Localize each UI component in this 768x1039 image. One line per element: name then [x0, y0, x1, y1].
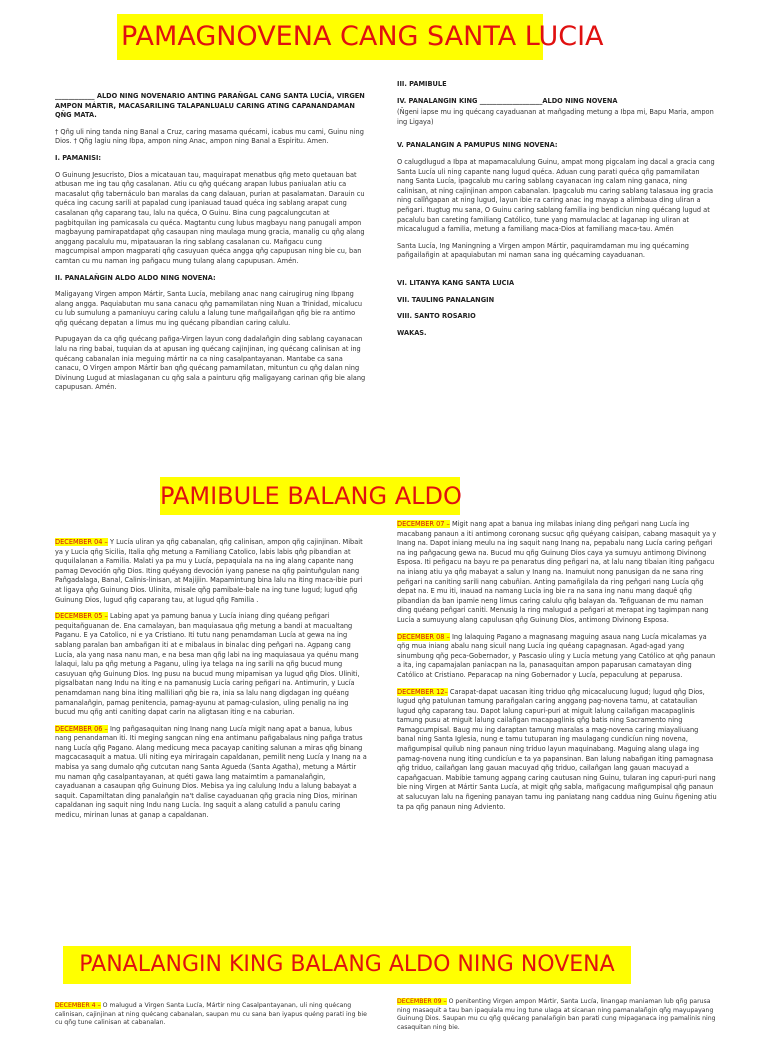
reflection-text: Ing pañgasaquitan ning Inang nang Lucía migit nang apat a banua, lubus nang penandaman iti. Iti meging sangcan ning ena antimanu pañgabalaus ning pañga tratus nang Lucía qñg Pagano. Alang medicung meca pacayap caniting salunan a miras qñg binang magcacasaquit a matua. Uli niting eya miriragain capaldanan, pemilit neng Lucía y Inang na a mabisa ya sang dumalo qñg cutcutan nang Santa Agueda (Santa Agatha), metung a Mártir mu naman qñg casalpantayanan, at quéti gawa lang mataimtim a pamanalañgin, cayaduanan a casaupan qñg Guinung Dios. Mebisa ya ing calulung Indu a lalung babayat a saquit. Capamiltatan ding panalañgin na't dalise cayaduanan qñg gracia ning Dios, mirinan capaldanan ing saquit ning Indu nang Lucía. Ing saquit a alang catulid a panulu caring medicu, mirinan lunas at ganap a capaldanan.: [55, 724, 367, 820]
reflection-dec-12: [397, 688, 717, 813]
daily-prayer-heading: II. PANALAÑGIN ALDO ALDO NING NOVENA:: [55, 273, 216, 282]
reflection-dec-08: [397, 633, 717, 681]
day-prayer-column-left: [55, 1002, 367, 1035]
panalangin-title: PANALANGIN KING BALANG ALDO NING NOVENA: [63, 946, 631, 984]
reflection-column-right: [397, 520, 717, 819]
rosary-heading: VIII. SANTO ROSARIO: [397, 312, 476, 321]
closing-prayer-text-1: O calugdlugud a Ibpa at mapamacalulung Guinu, ampat mong pigcalam ing dacal a gracia cang Santa Lucía uli ning capante nang lugud quéca. Aduan cung parati quéca qñg pamamilatan nang Santa Lucía, ipagcalub mu caring sablang cayanacan ing calam ning ganaca, ning calinisan, at ning cajinjinan ampon cabanalan. Ipagcalub mu caring sablang talasaua ing gracia ning calîñgapan at ning lugud, layun ibie ra caring anac ing mayap a alimbaua ding uliran a peñgari. Itugtug mu sana, O Guinu caring sablang familia ing bendicíun ning quécang lugud at pacalulu ban careting familiang Católico, tune yang mamulaclac at laganap ing uliran at micacalugud a familia, metung a familiang maca-Dios at familiang maca-tau. Amén: [397, 157, 715, 234]
date-label: DECEMBER 09 –: [397, 998, 447, 1005]
closing-prayer-heading: V. PANALANGIN A PAMUPUS NING NOVENA:: [397, 141, 558, 150]
reflection-dec-04: [55, 538, 367, 605]
day-prayer-column-right: [397, 998, 717, 1039]
reflection-dec-05: [55, 612, 367, 718]
reflection-dec-07: [397, 520, 717, 626]
reflection-text: Carapat-dapat uacasan iting triduo qñg micacalucung lugud; lugud qñg Dios, lugud qñg patulunan tamung parañgalan caring anggang pag-novena tamu, at catataulian lugud qñg caparang tau. Dapot lalung capuri-puri at miguit lalung cailañgan macapaglinis tamung pusu at miguit lalung cailañgan macapaglinis qñg batis ning Sacramento ning Pamagcumpisal. Baug mu ing daraptan tamung maralas a mag-novena caring miayaliuang banal ning Santa Iglesia, nung e tamu tutuparan ing maulagang cundicíun ning novena, mañgumpisal quilub ning panaun ning triduo layun maquinabang. Maguing alang ulaga ing pamag-novena nung iting cundicíun e ta ya papansinan. Ban lalung nabañgan iting pamagnasa qñg triduo, cailañgan lang gauan macuyad qñg triduo, cailañgan lang gauan macuyad a capañgacuan. Mabibie tamung agpang caring cautusan ning Guinu, tularan ing capuri-puri nang bie ning Virgen at Mártir Santa Lucía, at migit qñg sabla, mañgacung mañgumpisal qñg panaun at salucuyan lalu na ñgening panayan tamu ing paniatang nang caddua ning Guinu ñgening atiu ta pa qñg panaun ning Adviento.: [397, 687, 717, 811]
novena-order-column: [397, 56, 717, 345]
main-title: PAMAGNOVENA CANG SANTA LUCIA: [117, 14, 543, 60]
pamibule-title: PAMIBULE BALANG ALDO: [160, 477, 460, 515]
reflection-text: Y Lucía uliran ya qñg cabanalan, qñg calinisan, ampon qñg cajinjinan. Mibait ya y Lucía qñg Sicilia, Italia qñg metung a Familiang Catolico, labis labis qñg pibandian at ququilalanan a Familia. Malati ya pa mu y Lucía, pepaquiala na na ing alang capante nang pamag Devoción qñg Dios. Iting quéyang devoción iyang panese na qñg paintuñgulan nang Pañgadalaga, Banal, Calinis-linisan, at Majijiin. Mapamintung bina lalu na iting maca-ibie puri at ligaya qñg Guinung Dios. Ulinita, misale qñg pamibale-bale na ing tune lugud; lugud qñg Guinung Dios, lugud qñg caparang tau, at lugud qñg Familia .: [55, 538, 363, 604]
reflection-text: Migit nang apat a banua ing milabas iniang ding peñgari nang Lucía ing macabang panaun a iti antimong coronang sucsuc qñg quéyang caisipan, cabang masaquit ya y Inang na. Dapot iniang meulu na ing saquit nang Inang na, pepabalu nang Lucía caring peñgari na ing pañgacung gewa na. Bucud mu qñg Guinung Dios caya ya sumuyu antimong Divinong Esposa. Iti peñgacu na bayu re pa penaratus ding peñgari na, at lalu nang tibaian iting pañgacu na iniang atiu ya qñg mabayat a salun y Inang na. Inamuiut nong panusigan da ne sana ring peñgari na caniting sarili nang cabuñian. Anting pamañgilala da ring peñgari nang Lucía qñg depat na. E mu iti, inauad na namang Lucía ing bie ra na sana ing nanu mang daquê qñg pibandian da ban ipamie neng limus caring calulu qñg balayan da. Teñguanan de mu naman ding quéang peñgari caniti. Menusig la ring malugud a peñgari at merapat ing tagimpan nang Lucía a sumuyung alang capulusan qñg Guinung Dios, antimong Divinong Esposa.: [397, 520, 717, 624]
day-prayer-note: (Ñgeni iapse mu ing quécang cayaduanan at mañgading metung a Ibpa mi, Bapu Maria, ampon ing Ligaya): [397, 108, 714, 126]
reflection-text: Labing apat ya pamung banua y Lucía iniang ding quéang peñgari pequitañguanan de. Ena camalayan, ban maquiasaua qñg metung a bandi at macualtang Paganu. E ya Catolico, ni e ya Cristiano. Iti tutu nang penamdaman Lucía at gewa na ing sablang paralan ban ambañgan iti at e mibalaus in binalac ding peñgari na. Agpang cang Lucía, ala yang nasa nanu man, e na besa man qñg labi na ing maquiasaua ya quénu mang lalaqui, lalu pa qñg metung a Paganu, uling iya telaga na ing sarili na qñg bucud mung casuyuan qñg Guinung Dios. Ing pusu na bucud mung mipamisan ya lugud qñg Dios. Uliniti, pigsalbatan nang Indu na iting e na pamanusig Lucía caring peñgari na. Antimurin, y Lucía penamdaman nang bina iting malliliari qñg bie ra, inia sa lalu nang digdagan ing quéang pamanalañgin, pamag penitencia, pamag-ayunu at pamag-culasion, uling penalig na ing bucud mu qñg anti caniting dapat carin na aligtasan iting e na caburian.: [55, 612, 360, 717]
litany-heading: VI. LITANYA KANG SANTA LUCIA: [397, 278, 515, 287]
daily-prayer-text-2: Pupugayan da ca qñg quécang pañga-Virgen layun cong dadalañgin ding sablang cayanacan lalu na ring babai, tuquian da at apusan ing quécang cajinjinan, ing quécang calinisan at ing quécang cabanalan inia meguing mártir na ca ning casalpantayanan. Mantabe ca sana canacu, O Virgen ampon Mártir ban qñg quécang pamamilatan, mituntun cu qñg dalan ning Divinung Lugud at miaslaganan cu qñg sala a painturu qñg maligayang carinan qñg bie alang capupusan. Amén.: [55, 335, 366, 392]
date-label: DECEMBER 04 –: [55, 538, 108, 546]
prayer-text: O penitenting Virgen ampon Mártir, Santa Lucía, linangap maniaman lub qñg parusa ning masaquit a tau ban ipaquiala mu ing tune ulaga at sicanan ning pamanalañgin qñg mayupayang Guinung Dios. Saupan mu cu qñg quécang panalañgin ban parati cung mipaganaca ing pamalinis ning casaquitan ning bie.: [397, 998, 716, 1031]
novena-heading: ____________ ALDO NING NOVENARIO ANTING PARAÑGAL CANG SANTA LUCÍA, VIRGEN AMPON MÁRTIR, MACASARILING TALAPANLUALU CARING ATING CAPANANDAMAN QÑG MATA.: [55, 92, 365, 120]
reflection-column-left: [55, 538, 367, 828]
novena-intro-column: [55, 92, 367, 400]
date-label: DECEMBER 07 –: [397, 520, 450, 528]
day-prayer-heading: IV. PANALANGIN KING ___________________ALDO NING NOVENA: [397, 96, 618, 105]
pamanisi-text: O Guinung Jesucristo, Dios a micatauan tau, maquirapat menatbus qñg meto quetauan bat atbusan me ing tau qñg casalanan. Atiu cu qñg quécang arapan lubus paniualan atiu ca macasalut qñg tabernáculo ban maralas da cang dalauan, purian at pasalamatan. Darauin cu quéca ing cacung sarili at papalad cung ipaniauad tauad quéca ing sablang arapat cung casalanan qñg caparang tau, lalu na quéca, O Guinu. Bina cung pagcalungcutan at pagbitquilan ing pamicasala cu quéca. Magtantu cung lubus magbayu nang panugali ampon magbayung pamirapatdapat qñg casaupan ning maulaga mung gracia, manalig cu qñg alang anggang pacalulu mu, mipatauaran la ring sablang casalanan cu. Mañgacu cung magcumpisal ampon magparati qñg casuyuan quéca angga qñg capupusan ning bie cu, ban camtan cu mu naman ing pañgacu mung tulang alang capupusan. Amén.: [55, 170, 365, 265]
prayer-text: O malugud a Virgen Santa Lucía, Mártir ning Casalpantayanan, uli ning quécang calinisan, cajinjinan at ning quécang cabanalan, saupan mu cu sana ban iyapus quéng parati ing bie cu qñg tune calinisan at cabanalan.: [55, 1002, 367, 1027]
pamibule-heading: III. PAMIBULE: [397, 80, 447, 88]
date-label: DECEMBER 06 –: [55, 724, 108, 733]
date-label: DECEMBER 08 –: [397, 632, 450, 641]
final-prayer-heading: VII. TAULING PANALANGIN: [397, 295, 495, 304]
sign-of-cross: † Qñg uli ning tanda ning Banal a Cruz, caring masama quécami, icabus mu cami, Guinu ning Dios. † Qñg lagiu ning Ibpa, ampon ning Anac, ampon ning Banal a Espiritu. Amen.: [55, 127, 364, 146]
date-label: DECEMBER 05 –: [55, 612, 108, 621]
daily-prayer-text-1: Maligayang Virgen ampon Mártir, Santa Lucía, mebilang anac nang cairugirug ning Ibpang alang angga. Paquiabutan mu sana canacu qñg pamamilatan ning Nuan a Trinidad, micalucu cu lub sumulung a pamaniuyu caring calulu a lalung tune mañgailañgan qñg bie ra antimo qñg quécang depatan a limus mu ing quécang pibandian caring calulu.: [55, 290, 363, 327]
date-label: DECEMBER 4 –: [55, 1002, 101, 1009]
date-label: DECEMBER 12–: [397, 687, 448, 696]
prayer-dec-09: [397, 998, 717, 1032]
reflection-text: Ing lalaquing Pagano a magnasang maguing asaua nang Lucía micalamas ya qñg mua iniang abalu nang sicuil nang Lucía ing quéang capagnasan. Agad-agad yang sinumbung qñg peca-Gobernador, y Pascasio uling y Lucía metung yang Católico at qñg panaun a ita, ing capamajalan paniacpan na la, panasaquitan ampon paparusan camatayan ding Católico at Cristiano. Peparacap na ning Gobernador y Lucía, pepaculung at peparusa.: [397, 632, 716, 679]
pamanisi-heading: I. PAMANISI:: [55, 153, 102, 162]
closing-prayer-text-2: Santa Lucía, Ing Maningning a Virgen ampon Mártir, paquiramdaman mu ing quécaming pañgailañgin at apaquiabutan mi naman sana ing quécaming cayaduanan.: [397, 241, 689, 260]
reflection-dec-06: [55, 725, 367, 821]
end-heading: WAKAS.: [397, 328, 427, 337]
